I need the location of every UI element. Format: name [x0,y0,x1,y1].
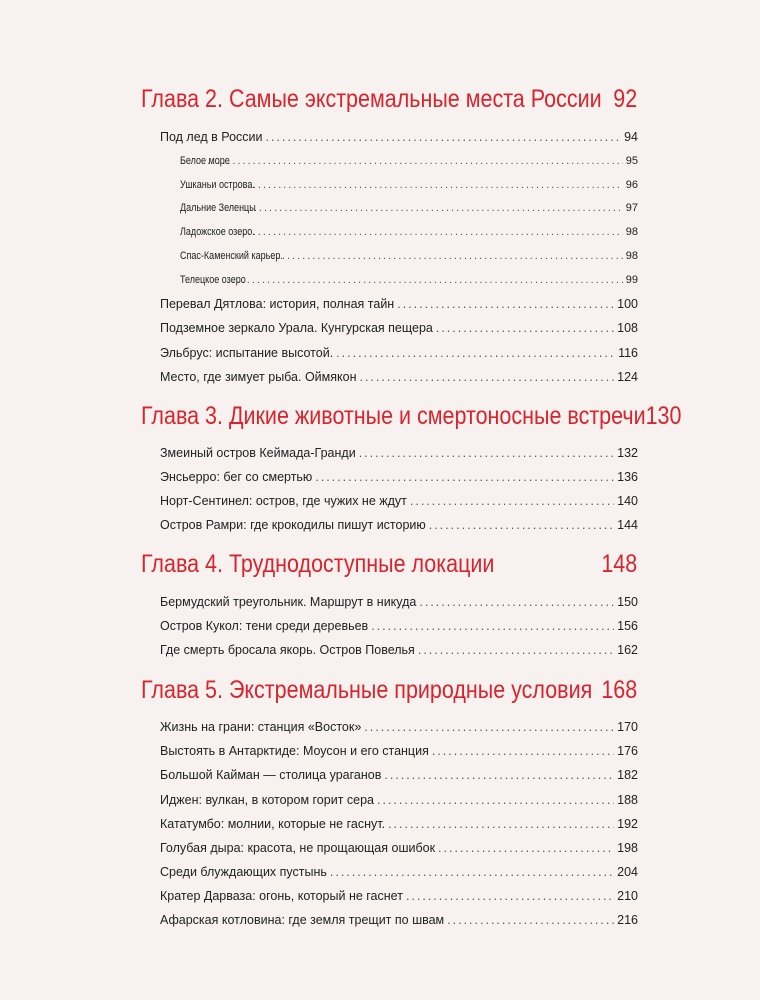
toc-entry [160,719,638,735]
entry-page-number: 132 [617,446,638,460]
toc-entry [160,594,638,610]
entry-title: Перевал Дятлова: история, полная тайн [160,297,395,311]
entry-title: Энсьерро: бег со смертью [160,470,313,484]
dot-leader [330,864,614,880]
chapter-heading [141,549,637,579]
entry-page-number: 182 [617,768,638,782]
toc-entry [160,296,638,312]
toc-entry [160,767,638,783]
subentry-title: Ладожское озеро. [180,226,255,238]
entry-page-number: 188 [617,793,638,807]
subentry-page-number: 99 [625,274,638,286]
entry-page-number: 150 [617,595,638,609]
subentry-page-number: 95 [625,155,638,167]
entry-title: Норт-Сентинел: остров, где чужих не ждут [160,494,407,508]
entry-title: Иджен: вулкан, в котором горит сера [160,793,375,807]
dot-leader [377,792,614,808]
toc-subentry [180,248,638,264]
chapter-page-number: 148 [601,550,638,578]
toc-entry [160,792,638,808]
toc-subentry [180,177,638,193]
toc-entry [160,816,638,832]
entry-title: Место, где зимует рыба. Оймякон [160,370,357,384]
entry-page-number: 144 [617,518,638,532]
entry-title: Кататумбо: молнии, которые не гаснут. [160,817,386,831]
chapter-heading [141,84,637,114]
dot-leader [315,469,614,485]
entry-page-number: 162 [617,643,638,657]
toc-entry [160,369,638,385]
entry-title: Голубая дыра: красота, не прощающая ошибок [160,841,436,855]
dot-leader [447,912,614,928]
dot-leader [239,200,623,216]
dot-leader [388,816,614,832]
toc-subentry [180,200,638,216]
entry-page-number: 192 [617,817,638,831]
subentry-title: Ушканьи острова. [180,179,255,191]
toc-entry [160,864,638,880]
subentry-page-number: 96 [625,179,638,191]
dot-leader [432,743,614,759]
entry-page-number: 170 [617,720,638,734]
subentry-title: Дальние Зеленцы [180,202,256,214]
dot-leader [419,594,614,610]
dot-leader [384,767,614,783]
entry-page-number: 176 [617,744,638,758]
chapter-title: Глава 2. Самые экстремальные места России [141,85,602,113]
entry-title: Кратер Дарваза: огонь, который не гаснет [160,889,403,903]
dot-leader [359,445,614,461]
dot-leader [371,618,614,634]
entry-page-number: 204 [617,865,638,879]
subentry-title: Белое море [180,155,230,167]
toc-subentry [180,224,638,240]
dot-leader [359,369,614,385]
dot-leader [436,320,614,336]
toc-entry [160,888,638,904]
toc-entry [160,743,638,759]
entry-page-number: 216 [617,913,638,927]
dot-leader [406,888,614,904]
entry-page-number: 116 [618,346,638,360]
entry-title: Змеиный остров Кеймада-Гранди [160,446,356,460]
dot-leader [429,517,614,533]
entry-title: Эльбрус: испытание высотой. [160,346,334,360]
chapter-title: Глава 5. Экстремальные природные условия [141,676,593,704]
entry-title: Афарская котловина: где земля трещит по швам [160,913,445,927]
dot-leader [336,345,615,361]
dot-leader [207,153,623,169]
entry-title: Большой Кайман — столица ураганов [160,768,382,782]
entry-page-number: 198 [617,841,638,855]
entry-page-number: 140 [617,494,638,508]
entry-title: Остров Кукол: тени среди деревьев [160,619,369,633]
entry-title: Жизнь на грани: станция «Восток» [160,720,362,734]
dot-leader [438,840,614,856]
subentry-page-number: 98 [625,226,638,238]
chapter-heading [141,401,682,431]
entry-page-number: 100 [617,297,638,311]
toc-entry [160,912,638,928]
dot-leader [238,177,623,193]
chapter-title: Глава 3. Дикие животные и смертоносные встречи [141,402,646,430]
entry-title: Среди блуждающих пустынь [160,865,327,879]
dot-leader [397,296,614,312]
entry-title: Остров Рамри: где крокодилы пишут историю [160,518,426,532]
toc-subentry [180,153,638,169]
subentry-page-number: 98 [625,250,638,262]
entry-title: Где смерть бросала якорь. Остров Повелья [160,643,415,657]
chapter-page-number: 168 [601,676,638,704]
dot-leader [272,248,623,264]
subentry-title: Телецкое озеро [180,274,246,286]
entry-page-number: 136 [617,470,638,484]
toc-entry [160,517,638,533]
entry-page-number: 124 [617,370,638,384]
toc-entry [160,320,638,336]
toc-entry [160,642,638,658]
entry-page-number: 210 [617,889,638,903]
toc-entry [160,840,638,856]
dot-leader [265,129,621,145]
subentry-page-number: 97 [625,202,638,214]
toc-entry [160,493,638,509]
toc-entry [160,618,638,634]
dot-leader [410,493,614,509]
toc-entry [160,345,638,361]
chapter-title: Глава 4. Труднодоступные локации [141,550,495,578]
dot-leader [418,642,614,658]
subentry-title: Спас-Каменский карьер. [180,250,283,262]
dot-leader [238,224,623,240]
entry-page-number: 108 [617,321,638,335]
toc-entry [160,469,638,485]
chapter-page-number: 130 [645,402,682,430]
toc-subentry [180,272,638,288]
entry-page-number: 94 [624,130,638,144]
entry-page-number: 156 [617,619,638,633]
entry-title: Бермудский треугольник. Маршрут в никуда [160,595,417,609]
toc-entry [160,445,638,461]
chapter-heading [141,675,637,705]
entry-title: Под лед в России [160,130,263,144]
dot-leader [364,719,614,735]
entry-title: Подземное зеркало Урала. Кунгурская пещера [160,321,433,335]
dot-leader [227,272,623,288]
toc-entry [160,129,638,145]
entry-title: Выстоять в Антарктиде: Моусон и его станция [160,744,429,758]
chapter-page-number: 92 [613,85,638,113]
